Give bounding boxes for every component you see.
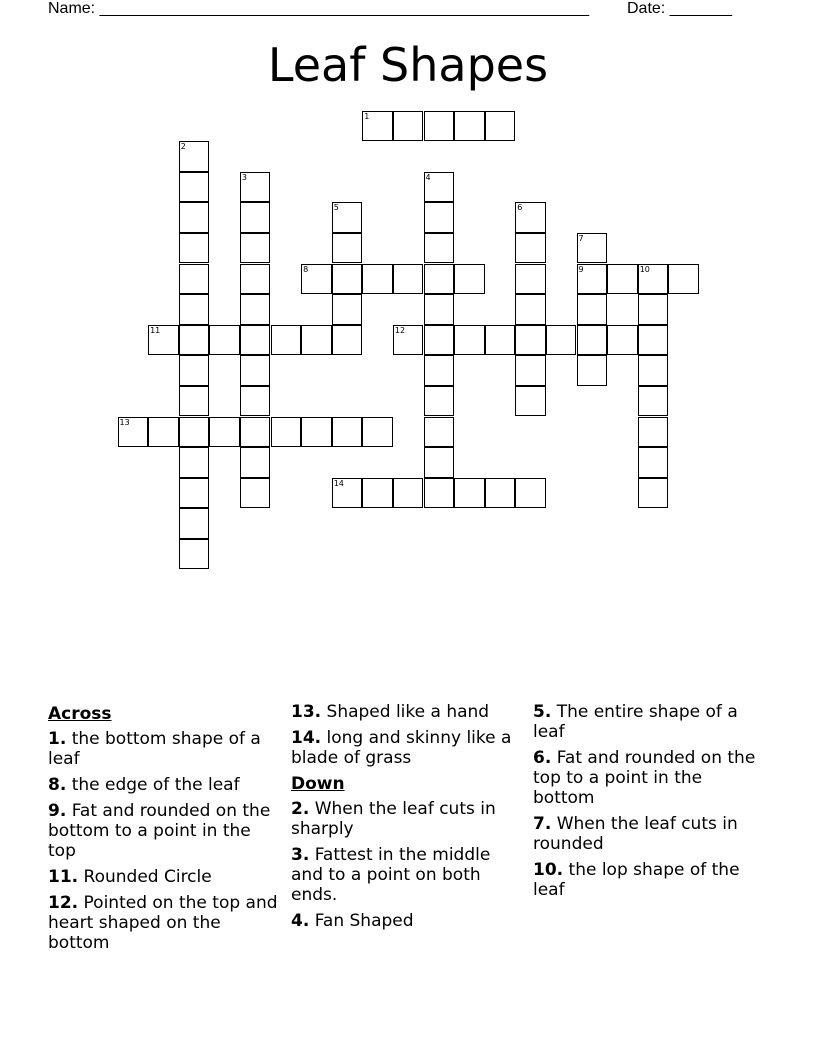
grid-cell[interactable] [179,325,210,356]
grid-cell[interactable] [393,478,424,509]
grid-cell[interactable] [179,417,210,448]
clue-across-11 [48,867,280,887]
grid-cell[interactable] [332,294,363,325]
grid-cell[interactable] [179,141,210,172]
grid-cell[interactable] [424,355,455,386]
clue-down-5 [533,702,765,742]
grid-cell[interactable] [515,355,546,386]
cell-number: 10 [639,264,650,274]
clue-text: Fat and rounded on the top to a point in the bottom [533,748,756,808]
grid-cell[interactable] [515,325,546,356]
clue-column-2 [291,702,523,937]
grid-cell[interactable] [240,294,271,325]
clue-down-7 [533,814,765,854]
grid-cell[interactable] [209,417,240,448]
grid-cell[interactable] [179,478,210,509]
grid-cell[interactable] [148,417,179,448]
grid-cell[interactable] [424,478,455,509]
clue-text: Fan Shaped [314,911,414,931]
clue-text: the lop shape of the leaf [533,860,740,900]
grid-cell[interactable] [638,264,669,295]
grid-cell[interactable] [148,325,179,356]
grid-cell[interactable] [332,478,363,509]
grid-cell[interactable] [240,325,271,356]
grid-cell[interactable] [209,325,240,356]
grid-cell[interactable] [240,264,271,295]
grid-cell[interactable] [638,386,669,417]
grid-cell[interactable] [485,325,516,356]
grid-cell[interactable] [301,325,332,356]
grid-cell[interactable] [485,111,516,142]
cell-number: 8 [303,264,309,274]
grid-cell[interactable] [393,325,424,356]
grid-cell[interactable] [332,264,363,295]
clue-across-13 [291,702,523,722]
clue-number: 14. [291,728,322,748]
date-field-line: Date: _______ [627,0,732,17]
grid-cell[interactable] [271,325,302,356]
grid-cell[interactable] [577,264,608,295]
clue-number: 6. [533,748,552,768]
cell-number: 6 [517,203,523,213]
grid-cell[interactable] [515,233,546,264]
grid-cell[interactable] [515,202,546,233]
grid-cell[interactable] [424,233,455,264]
clue-across-1 [48,729,280,769]
grid-cell[interactable] [362,478,393,509]
clue-text: the edge of the leaf [71,775,240,795]
cell-number: 14 [333,478,344,488]
grid-cell[interactable] [179,355,210,386]
cell-number: 13 [119,417,130,427]
clue-text: Rounded Circle [83,867,212,887]
grid-cell[interactable] [179,264,210,295]
grid-cell[interactable] [424,447,455,478]
clue-number: 7. [533,814,552,834]
cell-number: 7 [578,233,584,243]
clue-number: 13. [291,702,322,722]
grid-cell[interactable] [638,325,669,356]
clue-number: 4. [291,911,310,931]
grid-cell[interactable] [240,478,271,509]
clue-number: 2. [291,799,310,819]
grid-cell[interactable] [607,325,638,356]
clue-text: Fat and rounded on the bottom to a point in the top [48,801,271,861]
grid-cell[interactable] [577,355,608,386]
grid-cell[interactable] [607,264,638,295]
grid-cell[interactable] [240,202,271,233]
grid-cell[interactable] [332,233,363,264]
grid-cell[interactable] [179,447,210,478]
grid-cell[interactable] [240,447,271,478]
grid-cell[interactable] [240,355,271,386]
grid-cell[interactable] [454,478,485,509]
grid-cell[interactable] [362,264,393,295]
grid-cell[interactable] [332,202,363,233]
grid-cell[interactable] [668,264,699,295]
grid-cell[interactable] [332,325,363,356]
cell-number: 9 [578,264,584,274]
grid-cell[interactable] [515,264,546,295]
clue-text: long and skinny like a blade of grass [291,728,512,768]
cell-number: 3 [241,172,247,182]
grid-cell[interactable] [362,417,393,448]
grid-cell[interactable] [638,417,669,448]
grid-cell[interactable] [424,325,455,356]
grid-cell[interactable] [301,264,332,295]
grid-cell[interactable] [179,172,210,203]
clue-down-3 [291,845,523,905]
grid-cell[interactable] [515,386,546,417]
cell-number: 4 [425,172,431,182]
clue-across-12 [48,893,280,953]
clue-text: the bottom shape of a leaf [48,729,261,769]
clue-down-6 [533,748,765,808]
page-title: Leaf Shapes [267,38,549,92]
grid-cell[interactable] [638,355,669,386]
grid-cell[interactable] [240,172,271,203]
grid-cell[interactable] [424,386,455,417]
clue-text: When the leaf cuts in sharply [291,799,496,839]
grid-cell[interactable] [424,264,455,295]
grid-cell[interactable] [179,202,210,233]
clue-column-3 [533,702,765,906]
grid-cell[interactable] [515,294,546,325]
clue-down-10 [533,860,765,900]
clue-column-1 [48,702,280,959]
cell-number: 1 [364,111,370,121]
clue-across-9 [48,801,280,861]
grid-cell[interactable] [332,417,363,448]
name-field-line: Name: _______________________________________________________ [48,0,589,17]
grid-cell[interactable] [515,478,546,509]
cell-number: 5 [333,203,339,213]
grid-cell[interactable] [577,233,608,264]
grid-cell[interactable] [454,264,485,295]
grid-cell[interactable] [424,417,455,448]
down-heading: Down [291,774,345,794]
grid-cell[interactable] [577,294,608,325]
grid-cell[interactable] [179,508,210,539]
grid-cell[interactable] [424,111,455,142]
grid-cell[interactable] [546,325,577,356]
grid-cell[interactable] [301,417,332,448]
cell-number: 12 [394,325,406,335]
grid-cell[interactable] [179,294,210,325]
grid-cell[interactable] [393,111,424,142]
clue-number: 10. [533,860,564,880]
grid-cell[interactable] [271,417,302,448]
clue-down-2 [291,799,523,839]
grid-cell[interactable] [393,264,424,295]
grid-cell[interactable] [424,172,455,203]
clue-across-8 [48,775,280,795]
clue-number: 5. [533,702,552,722]
clue-text: Pointed on the top and heart shaped on the bottom [48,893,278,953]
grid-cell[interactable] [638,447,669,478]
across-heading: Across [48,704,112,724]
grid-cell[interactable] [454,325,485,356]
grid-cell[interactable] [179,386,210,417]
grid-cell[interactable] [424,294,455,325]
clue-down-4 [291,911,523,931]
clue-number: 1. [48,729,67,749]
clue-text: Shaped like a hand [326,702,490,722]
cell-number: 2 [180,142,186,152]
grid-cell[interactable] [240,386,271,417]
grid-cell[interactable] [638,294,669,325]
grid-cell[interactable] [454,111,485,142]
grid-cell[interactable] [240,233,271,264]
clue-text: The entire shape of a leaf [533,702,738,742]
grid-cell[interactable] [179,539,210,570]
clue-text: Fattest in the middle and to a point on both ends. [291,845,491,905]
clue-number: 8. [48,775,67,795]
clue-number: 12. [48,893,79,913]
grid-cell[interactable] [485,478,516,509]
grid-cell[interactable] [638,478,669,509]
grid-cell[interactable] [240,417,271,448]
grid-cell[interactable] [179,233,210,264]
grid-cell[interactable] [424,202,455,233]
clue-across-14 [291,728,523,768]
clue-text: When the leaf cuts in rounded [533,814,738,854]
grid-cell[interactable] [362,111,393,142]
clue-number: 9. [48,801,67,821]
grid-cell[interactable] [577,325,608,356]
grid-cell[interactable] [118,417,149,448]
clue-number: 11. [48,867,79,887]
cell-number: 11 [150,325,161,335]
clue-number: 3. [291,845,310,865]
